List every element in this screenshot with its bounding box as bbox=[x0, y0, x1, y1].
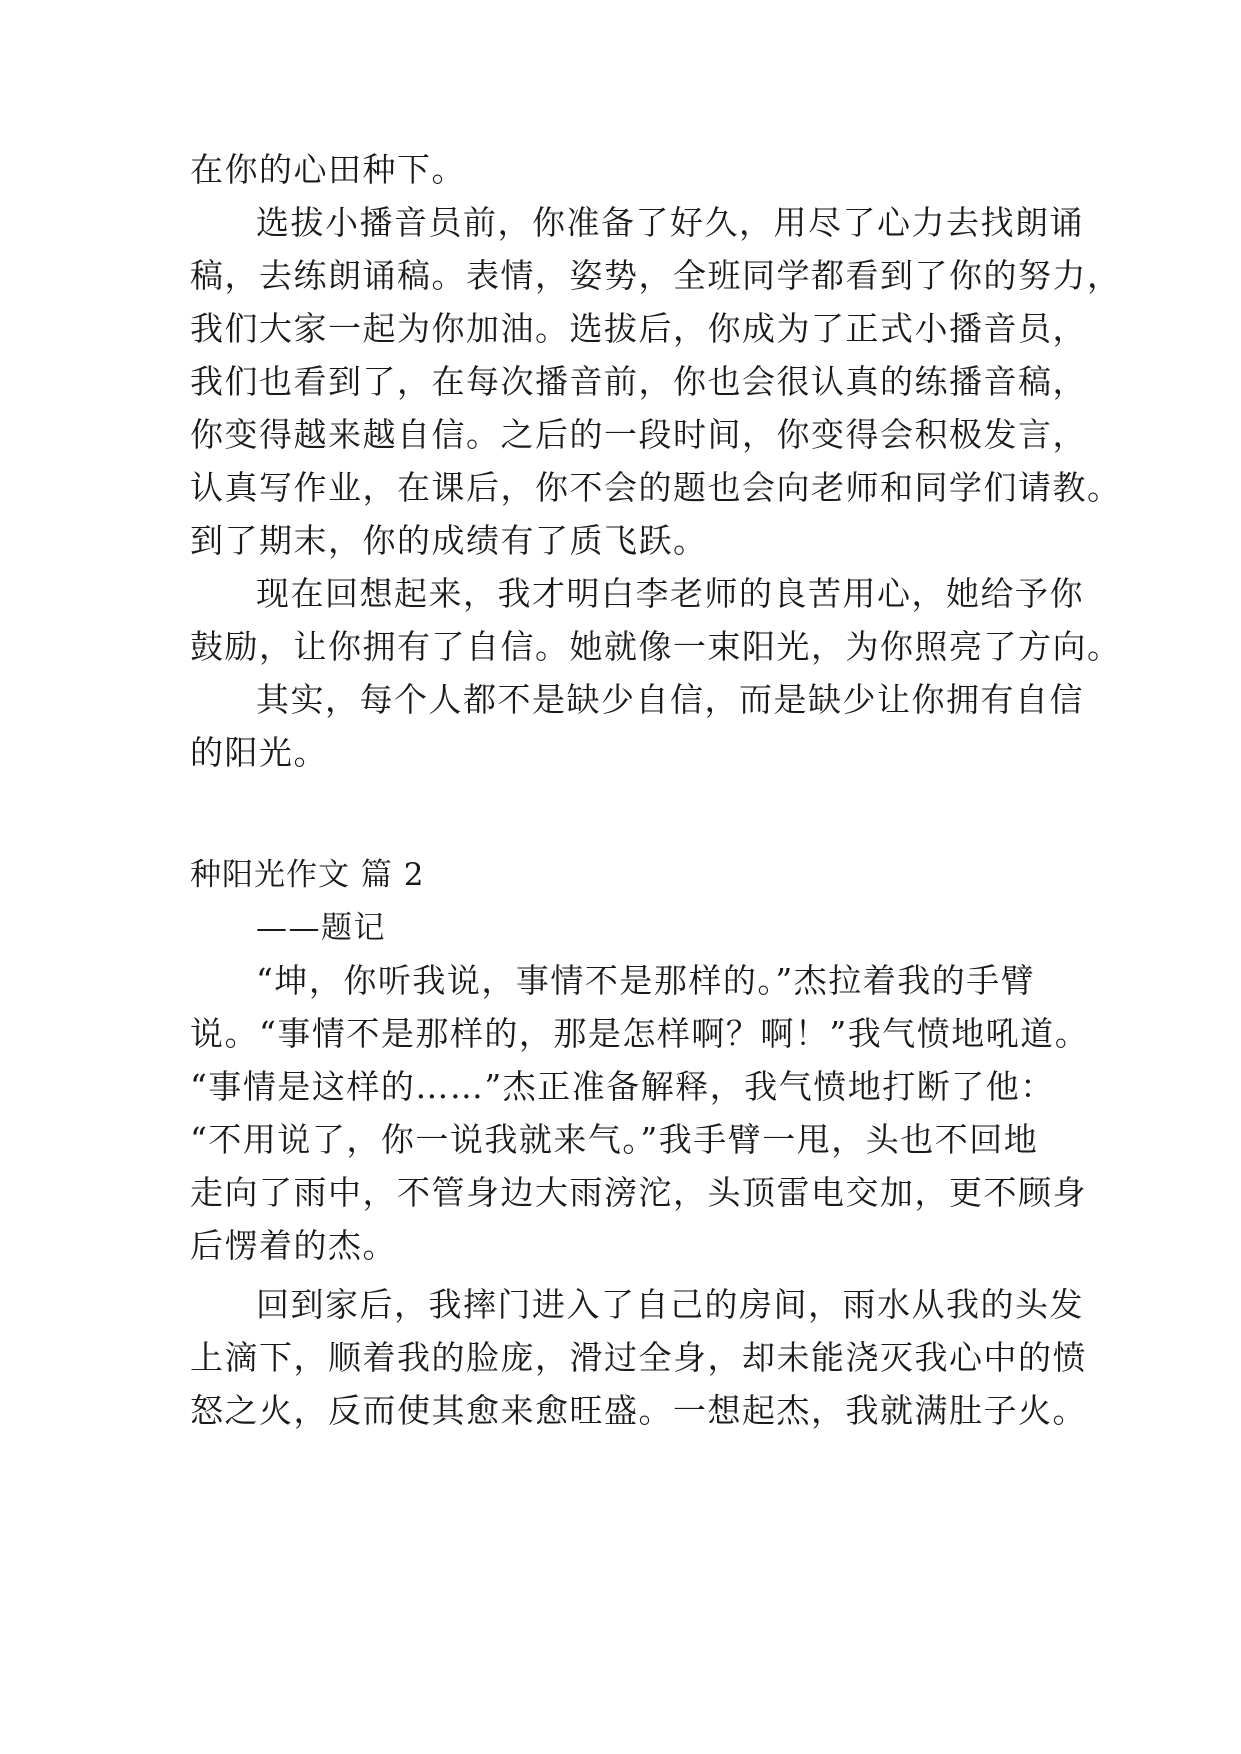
text-line: 上滴下，顺着我的脸庞，滑过全身，却未能浇灭我心中的愤 bbox=[190, 1338, 1087, 1377]
text-line: 在你的心田种下。 bbox=[190, 150, 466, 189]
text-line: 到了期末，你的成绩有了质飞跃。 bbox=[190, 521, 708, 560]
paragraph-start-line: 选拔小播音员前，你准备了好久，用尽了心力去找朗诵 bbox=[256, 203, 1084, 242]
paragraph-start-line: 现在回想起来，我才明白李老师的良苦用心，她给予你 bbox=[256, 574, 1084, 613]
text-line: 稿，去练朗诵稿。表情，姿势，全班同学都看到了你的努力， bbox=[190, 256, 1122, 295]
text-line: 怒之火，反而使其愈来愈旺盛。一想起杰，我就满肚子火。 bbox=[190, 1391, 1087, 1430]
section-heading: 种阳光作文 篇 2 bbox=[190, 857, 425, 893]
text-line: 说。“事情不是那样的，那是怎样啊？啊！”我气愤地吼道。 bbox=[190, 1014, 1090, 1053]
paragraph-start-line: 其实，每个人都不是缺少自信，而是缺少让你拥有自信 bbox=[256, 680, 1084, 719]
text-line: 后愣着的杰。 bbox=[190, 1226, 397, 1265]
text-line: 我们大家一起为你加油。选拔后，你成为了正式小播音员， bbox=[190, 309, 1087, 348]
text-line: 认真写作业，在课后，你不会的题也会向老师和同学们请教。 bbox=[190, 468, 1122, 507]
text-line: 鼓励，让你拥有了自信。她就像一束阳光，为你照亮了方向。 bbox=[190, 627, 1122, 666]
paragraph-start-line: “坤，你听我说，事情不是那样的。”杰拉着我的手臂 bbox=[256, 961, 1036, 1000]
text-line: 走向了雨中，不管身边大雨滂沱，头顶雷电交加，更不顾身 bbox=[190, 1173, 1087, 1212]
text-line: 你变得越来越自信。之后的一段时间，你变得会积极发言， bbox=[190, 415, 1087, 454]
text-line: “事情是这样的……”杰正准备解释，我气愤地打断了他： bbox=[190, 1067, 1055, 1106]
text-line: 的阳光。 bbox=[190, 733, 328, 772]
text-line: 我们也看到了，在每次播音前，你也会很认真的练播音稿， bbox=[190, 362, 1087, 401]
paragraph-start-line: 回到家后，我摔门进入了自己的房间，雨水从我的头发 bbox=[256, 1285, 1084, 1324]
section-subtitle: ——题记 bbox=[256, 910, 386, 946]
text-line: “不用说了，你一说我就来气。”我手臂一甩，头也不回地 bbox=[190, 1120, 1039, 1159]
